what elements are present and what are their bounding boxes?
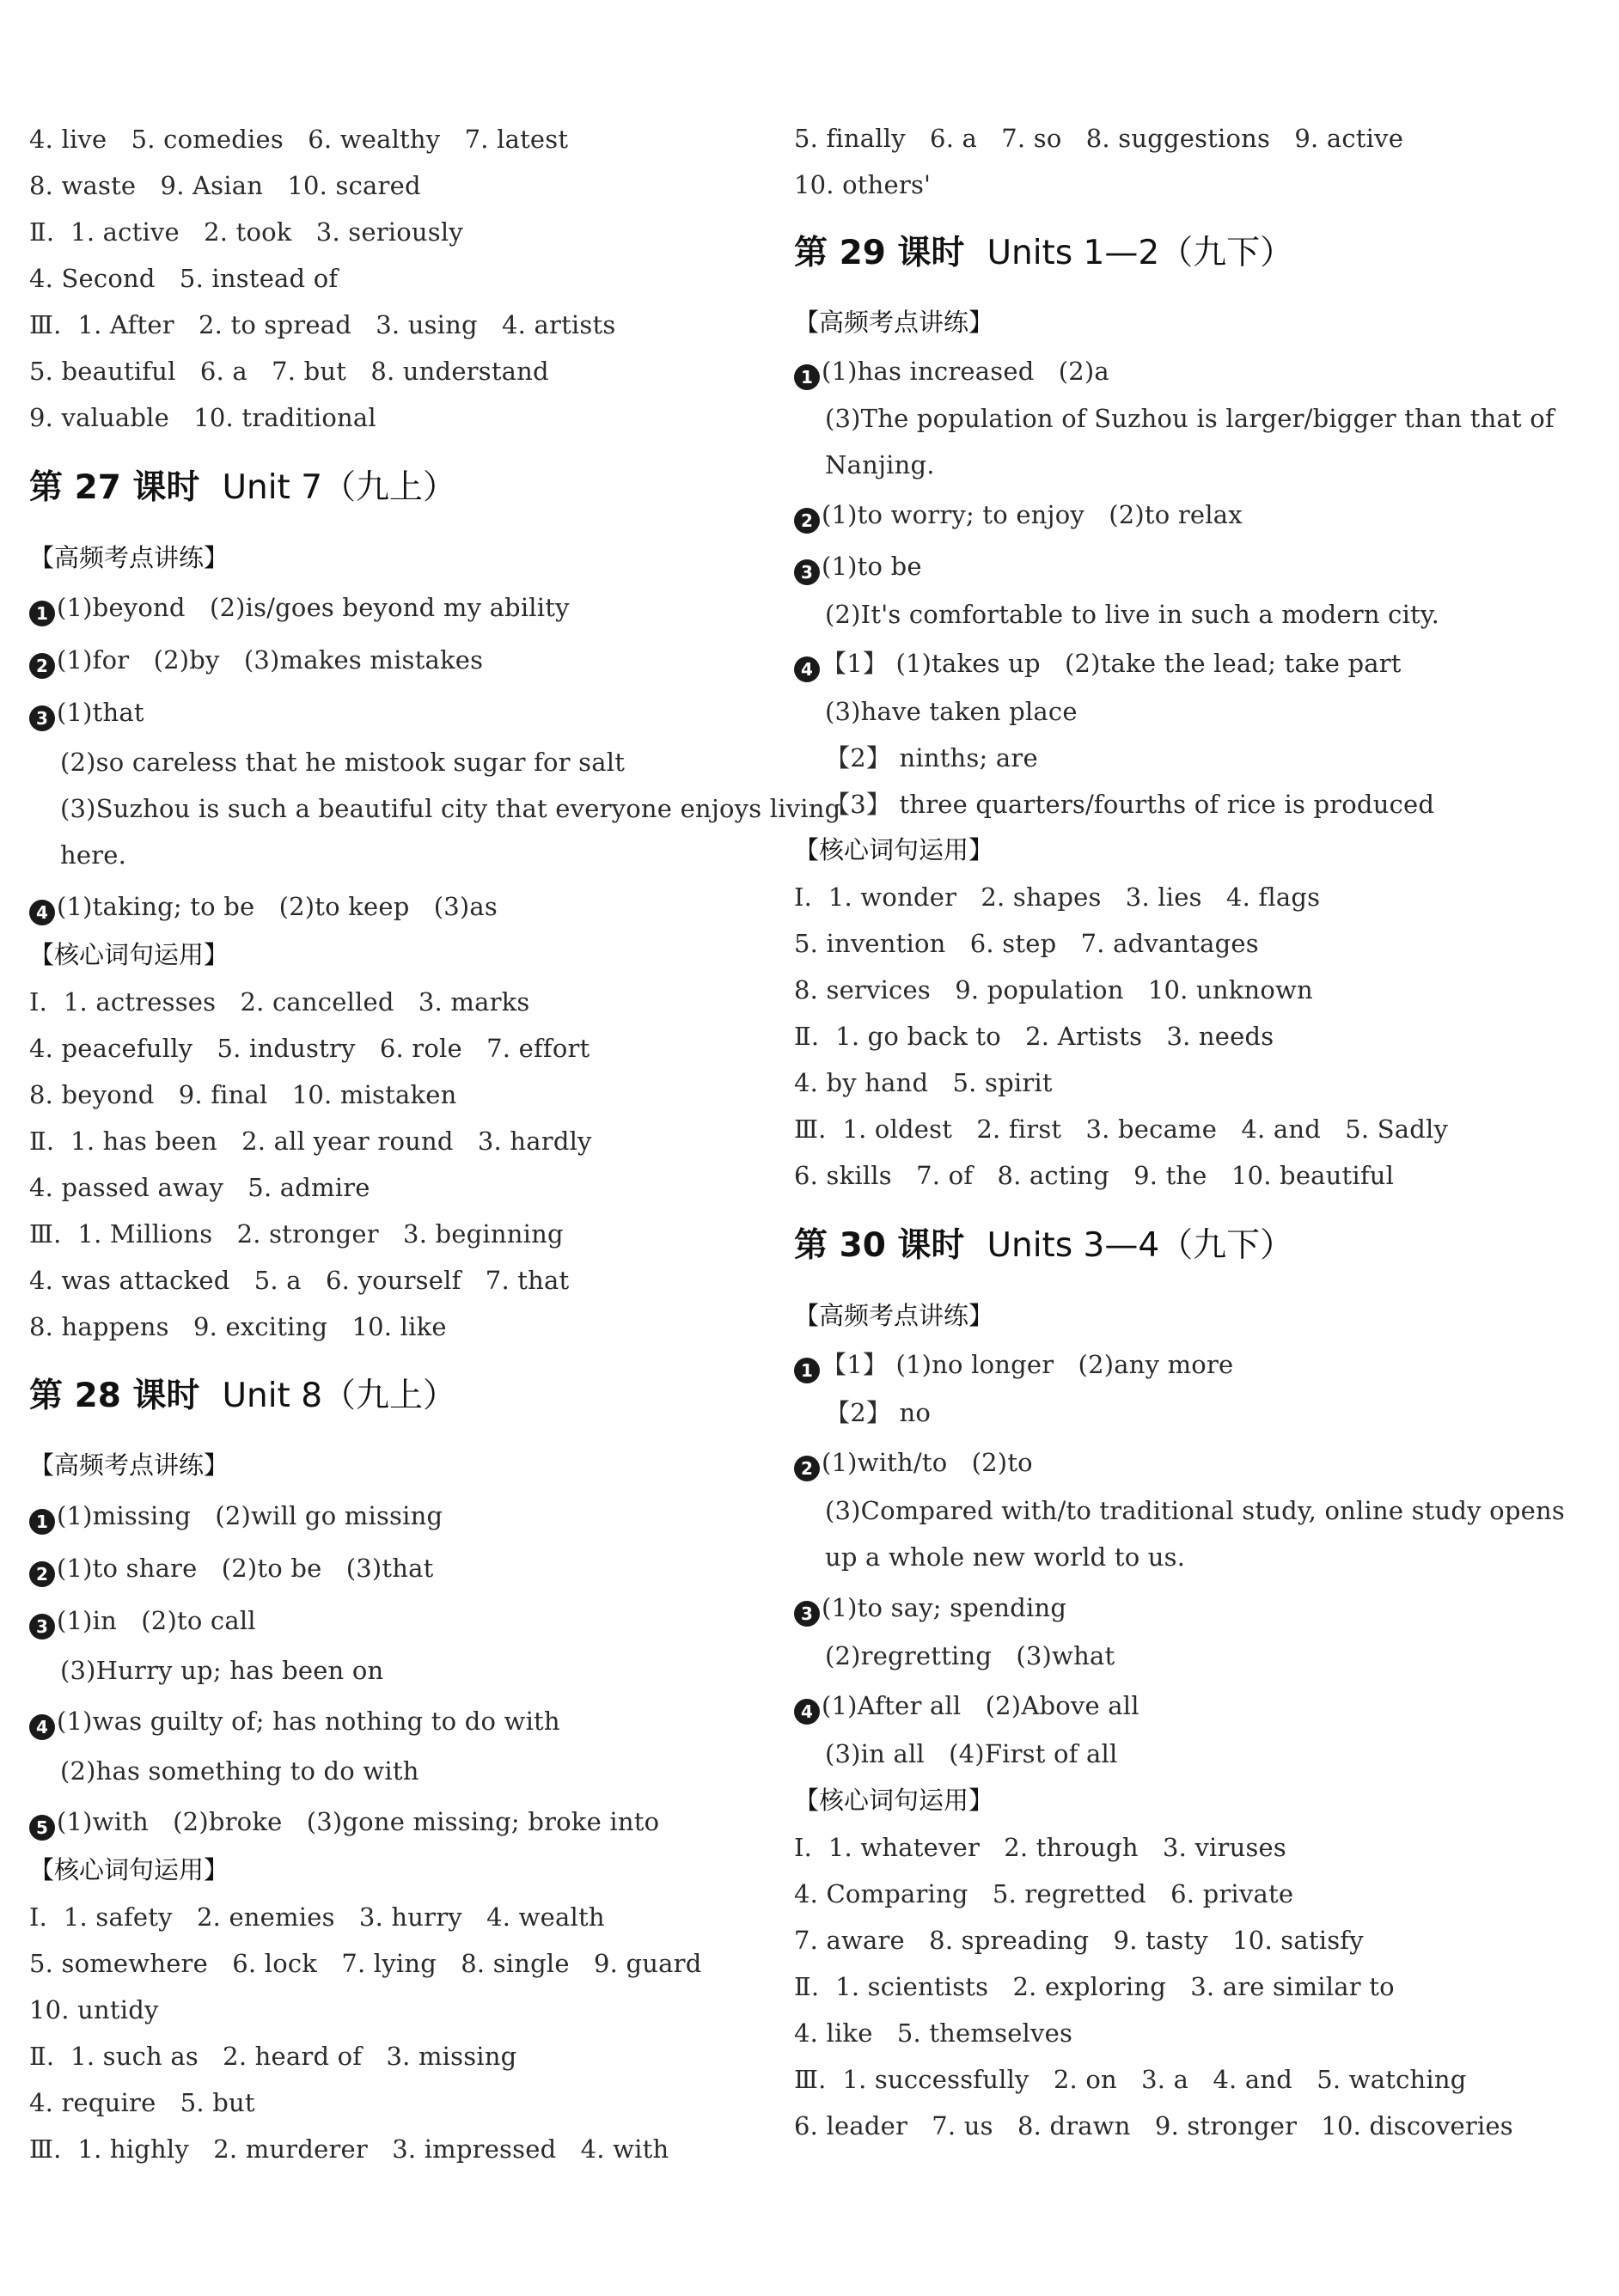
answer-line: 5 (1)with (2)broke (3)gone missing; broke into <box>29 1805 659 1841</box>
answer-line: 8. happens 9. exciting 10. like <box>29 1312 447 1341</box>
lesson-title: Units 3—4（九下） <box>987 1226 1294 1265</box>
section-heading: 【高频考点讲练】 <box>794 308 994 337</box>
answer-line: (2)has something to do with <box>60 1756 419 1786</box>
answer-line: 8. waste 9. Asian 10. scared <box>29 171 421 200</box>
lesson-title: Unit 7（九上） <box>222 468 457 507</box>
answer-line: 4. Comparing 5. regretted 6. private <box>794 1879 1294 1908</box>
section-heading: 【核心词句运用】 <box>794 835 994 864</box>
section-heading: 【核心词句运用】 <box>29 940 229 969</box>
answer-line: Ⅰ. 1. whatever 2. through 3. viruses <box>794 1833 1286 1862</box>
answer-line: 4. peacefully 5. industry 6. role 7. effort <box>29 1034 590 1063</box>
answer-line: 【2】 ninths; are <box>825 743 1038 772</box>
answer-line: 3 (1)in (2)to call <box>29 1604 256 1640</box>
number-4-badge: 4 <box>29 1714 55 1740</box>
answer-line: Ⅰ. 1. actresses 2. cancelled 3. marks <box>29 987 530 1017</box>
answer-line: 8. services 9. population 10. unknown <box>794 975 1313 1004</box>
answer-line: 2 (1)to worry; to enjoy (2)to relax <box>794 498 1243 534</box>
answer-line: Ⅱ. 1. scientists 2. exploring 3. are similar to <box>794 1972 1395 2001</box>
answer-line: 9. valuable 10. traditional <box>29 403 376 432</box>
answer-line: 4. live 5. comedies 6. wealthy 7. latest <box>29 125 569 154</box>
answer-line: 1 (1)has increased (2)a <box>794 355 1109 390</box>
answer-line: 4. was attacked 5. a 6. yourself 7. that <box>29 1266 570 1295</box>
section-heading: 【核心词句运用】 <box>794 1786 994 1815</box>
number-4-badge: 4 <box>794 656 820 682</box>
answer-line: Ⅲ. 1. oldest 2. first 3. became 4. and 5. Sadly <box>794 1114 1449 1144</box>
answer-line: 1 【1】 (1)no longer (2)any more <box>794 1348 1233 1383</box>
answer-line: (3)Hurry up; has been on <box>60 1656 384 1685</box>
answer-line: (3)Compared with/to traditional study, online study opens <box>825 1496 1565 1525</box>
answer-line: 4 (1)was guilty of; has nothing to do with <box>29 1705 560 1740</box>
answer-line: Ⅱ. 1. has been 2. all year round 3. hardly <box>29 1127 592 1156</box>
answer-line: 10. others' <box>794 170 932 199</box>
answer-line: (3)in all (4)First of all <box>825 1739 1118 1768</box>
lesson-28-heading <box>29 1375 456 1418</box>
answer-line: Ⅱ. 1. such as 2. heard of 3. missing <box>29 2042 517 2071</box>
answer-line: Ⅱ. 1. active 2. took 3. seriously <box>29 217 463 247</box>
answer-line: (2)It's comfortable to live in such a modern city. <box>825 600 1440 629</box>
answer-line: (2)so careless that he mistook sugar for salt <box>60 748 626 777</box>
section-heading: 【高频考点讲练】 <box>29 1450 229 1480</box>
answer-line: 7. aware 8. spreading 9. tasty 10. satisfy <box>794 1926 1364 1955</box>
answer-line: 4. by hand 5. spirit <box>794 1068 1053 1097</box>
section-heading: 【高频考点讲练】 <box>794 1301 994 1330</box>
answer-line: 【3】 three quarters/fourths of rice is produced <box>825 790 1435 819</box>
lesson-27-heading <box>29 467 456 510</box>
answer-line: 1 (1)missing (2)will go missing <box>29 1499 443 1535</box>
answer-line: 【2】 no <box>825 1398 932 1427</box>
number-2-badge: 2 <box>29 1561 55 1587</box>
number-2-badge: 2 <box>794 508 820 534</box>
answer-line: 6. skills 7. of 8. acting 9. the 10. beautiful <box>794 1161 1395 1190</box>
number-3-badge: 3 <box>794 559 820 585</box>
number-1-badge: 1 <box>29 1509 55 1535</box>
answer-line: Ⅱ. 1. go back to 2. Artists 3. needs <box>794 1022 1274 1051</box>
answer-line: 3 (1)to be <box>794 550 922 585</box>
answer-line: Ⅲ. 1. successfully 2. on 3. a 4. and 5. watching <box>794 2065 1467 2094</box>
answer-line: 4. require 5. but <box>29 2088 255 2117</box>
number-2-badge: 2 <box>29 653 55 679</box>
answer-line: 2 (1)for (2)by (3)makes mistakes <box>29 644 483 679</box>
lesson-title: Unit 8（九上） <box>222 1377 457 1415</box>
answer-line: 3 (1)to say; spending <box>794 1591 1066 1627</box>
answer-line: 5. finally 6. a 7. so 8. suggestions 9. active <box>794 124 1404 153</box>
answer-line: 3 (1)that <box>29 696 144 731</box>
number-1-badge: 1 <box>29 601 55 626</box>
answer-line: (3)The population of Suzhou is larger/bigger than that of <box>825 404 1555 433</box>
answer-line: (3)Suzhou is such a beautiful city that everyone enjoys living <box>60 794 841 823</box>
number-4-badge: 4 <box>794 1699 820 1725</box>
answer-line: (3)have taken place <box>825 697 1078 726</box>
answer-line: 8. beyond 9. final 10. mistaken <box>29 1080 457 1109</box>
answer-line: 10. untidy <box>29 1995 159 2024</box>
number-2-badge: 2 <box>794 1456 820 1481</box>
answer-line: Ⅲ. 1. highly 2. murderer 3. impressed 4. with <box>29 2134 669 2164</box>
answer-line: 6. leader 7. us 8. drawn 9. stronger 10. discoveries <box>794 2111 1513 2140</box>
number-3-badge: 3 <box>794 1601 820 1627</box>
answer-line: 4 (1)After all (2)Above all <box>794 1689 1139 1725</box>
answer-line: (2)regretting (3)what <box>825 1641 1115 1670</box>
number-3-badge: 3 <box>29 1614 55 1640</box>
lesson-number: 第 28 课时 <box>29 1377 200 1415</box>
number-1-badge: 1 <box>794 1358 820 1383</box>
answer-line: Ⅰ. 1. wonder 2. shapes 3. lies 4. flags <box>794 882 1321 912</box>
answer-line: 4 【1】 (1)takes up (2)take the lead; take part <box>794 647 1402 682</box>
lesson-30-heading <box>794 1224 1293 1267</box>
number-1-badge: 1 <box>794 364 820 390</box>
section-heading: 【高频考点讲练】 <box>29 543 229 572</box>
lesson-number: 第 27 课时 <box>29 468 200 507</box>
lesson-29-heading <box>794 232 1293 275</box>
answer-line: 4. passed away 5. admire <box>29 1173 370 1202</box>
answer-line: Ⅲ. 1. Millions 2. stronger 3. beginning <box>29 1219 564 1249</box>
section-heading: 【核心词句运用】 <box>29 1855 229 1884</box>
lesson-title: Units 1—2（九下） <box>987 234 1294 272</box>
answer-line: here. <box>60 840 127 870</box>
answer-line: 1 (1)beyond (2)is/goes beyond my ability <box>29 591 570 626</box>
answer-line: Nanjing. <box>825 450 935 479</box>
answer-line: Ⅰ. 1. safety 2. enemies 3. hurry 4. wealth <box>29 1902 605 1932</box>
answer-line: Ⅲ. 1. After 2. to spread 3. using 4. artists <box>29 310 616 339</box>
answer-line: 2 (1)with/to (2)to <box>794 1446 1033 1481</box>
answer-line: 5. somewhere 6. lock 7. lying 8. single 9. guard <box>29 1949 702 1978</box>
lesson-number: 第 29 课时 <box>794 234 965 272</box>
answer-line: 5. beautiful 6. a 7. but 8. understand <box>29 357 549 386</box>
answer-line: up a whole new world to us. <box>825 1542 1186 1572</box>
answer-line: 4 (1)taking; to be (2)to keep (3)as <box>29 890 498 925</box>
answer-line: 5. invention 6. step 7. advantages <box>794 929 1259 958</box>
number-5-badge: 5 <box>29 1815 55 1841</box>
answer-line: 2 (1)to share (2)to be (3)that <box>29 1552 433 1587</box>
number-4-badge: 4 <box>29 900 55 925</box>
number-3-badge: 3 <box>29 705 55 731</box>
answer-line: 4. like 5. themselves <box>794 2018 1073 2048</box>
lesson-number: 第 30 课时 <box>794 1226 965 1265</box>
answer-line: 4. Second 5. instead of <box>29 264 339 293</box>
